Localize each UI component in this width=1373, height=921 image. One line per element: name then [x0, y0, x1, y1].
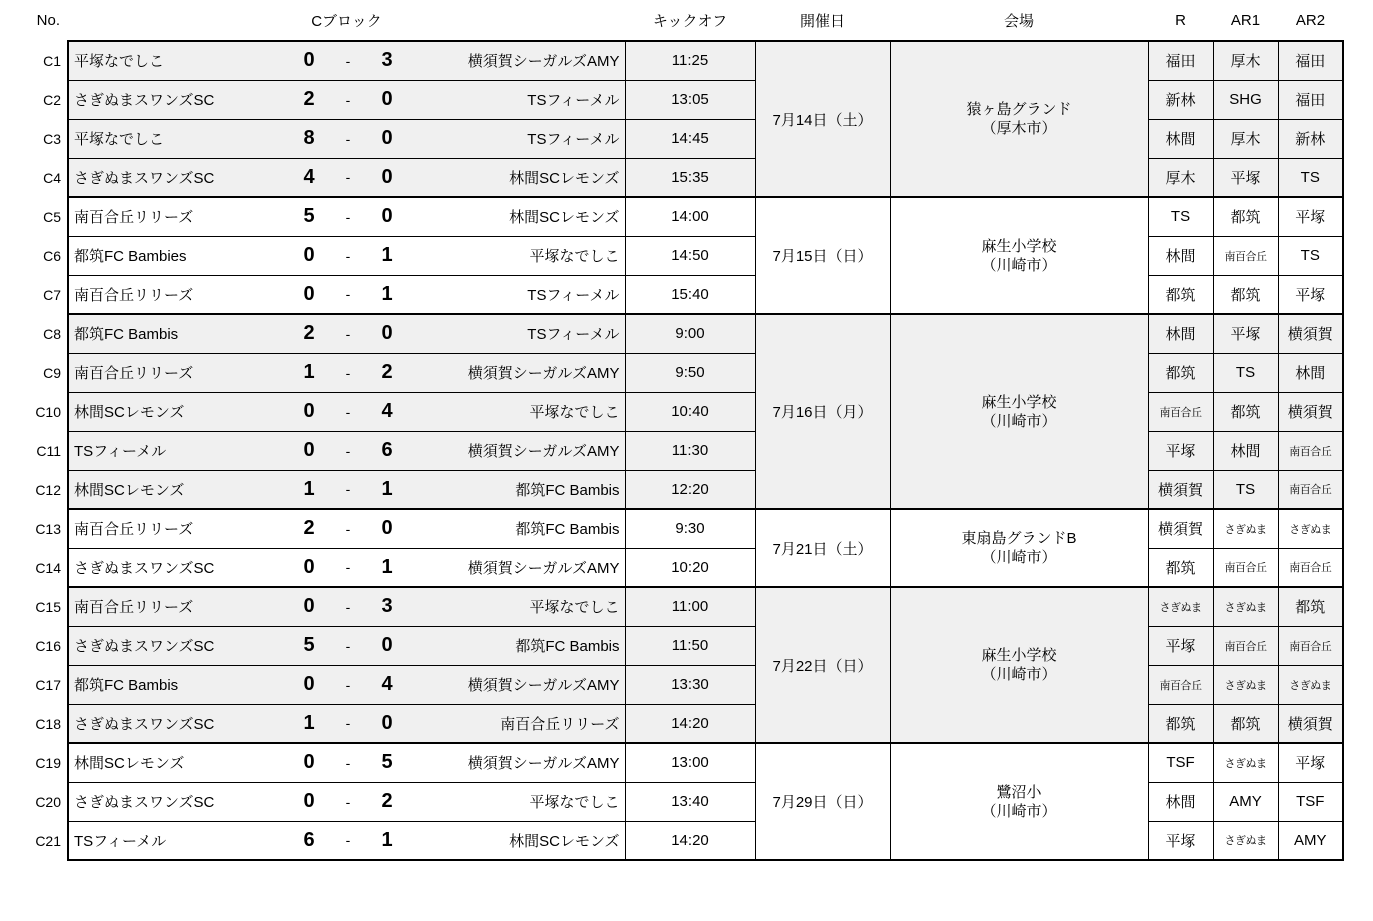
match-no: C1: [0, 41, 68, 80]
referee: TS: [1148, 197, 1213, 236]
referee: 林間: [1148, 236, 1213, 275]
home-team: 南百合丘リリーズ: [74, 521, 194, 539]
match-no: C8: [0, 314, 68, 353]
away-score: 1: [381, 282, 393, 305]
away-score: 6: [381, 439, 393, 461]
assistant-referee-1: 都筑: [1213, 704, 1278, 743]
match-row: [0, 587, 1343, 626]
assistant-referee-1: 厚木: [1213, 41, 1278, 80]
assistant-referee-1: さぎぬま: [1213, 821, 1278, 860]
match-result: [68, 821, 625, 860]
assistant-referee-2: 林間: [1278, 353, 1343, 392]
away-team: TSフィーメル: [527, 286, 620, 304]
away-team: 横須賀シーガルズAMY: [467, 365, 620, 382]
referee: 都筑: [1148, 353, 1213, 392]
home-team: 林間SCレモンズ: [74, 404, 185, 421]
match-line: [69, 822, 625, 860]
kickoff-time: 9:00: [625, 314, 755, 353]
match-date: 7月21日（土）: [755, 509, 890, 587]
away-score: 1: [381, 555, 393, 578]
score-separator: -: [345, 364, 351, 381]
match-line: [69, 237, 625, 275]
home-team: 都筑FC Bambies: [74, 248, 187, 265]
home-team: 都筑FC Bambis: [74, 677, 179, 694]
match-no: C9: [0, 353, 68, 392]
assistant-referee-1: TS: [1213, 353, 1278, 392]
away-team: 横須賀シーガルズAMY: [467, 559, 620, 577]
assistant-referee-2: さぎぬま: [1278, 509, 1343, 548]
assistant-referee-2: TSF: [1278, 782, 1343, 821]
kickoff-time: 9:30: [625, 509, 755, 548]
match-result: [68, 80, 625, 119]
away-team: 横須賀シーガルズAMY: [467, 755, 620, 773]
match-result: [68, 548, 625, 587]
assistant-referee-2: 南百合丘: [1278, 470, 1343, 509]
assistant-referee-2: 平塚: [1278, 197, 1343, 236]
match-line: [69, 549, 625, 587]
home-score: 0: [303, 595, 315, 618]
away-team: 平塚なでしこ: [529, 599, 620, 617]
away-score: 0: [381, 517, 393, 540]
match-row: [0, 743, 1343, 782]
match-no: C19: [0, 743, 68, 782]
venue-city: （川崎市）: [981, 666, 1057, 683]
home-score: 0: [303, 49, 315, 72]
away-score: 0: [381, 711, 393, 734]
match-line: [69, 42, 625, 80]
referee: さぎぬま: [1148, 587, 1213, 626]
assistant-referee-1: 平塚: [1213, 158, 1278, 197]
away-score: 2: [381, 361, 393, 383]
kickoff-time: 13:40: [625, 782, 755, 821]
match-result: [68, 197, 625, 236]
match-row: [0, 197, 1343, 236]
match-date: 7月14日（土）: [755, 41, 890, 197]
match-result: [68, 470, 625, 509]
home-score: 0: [303, 751, 315, 774]
kickoff-time: 10:40: [625, 392, 755, 431]
kickoff-time: 14:45: [625, 119, 755, 158]
away-score: 0: [381, 205, 393, 228]
home-team: 平塚なでしこ: [74, 131, 165, 148]
away-team: 平塚なでしこ: [529, 248, 620, 265]
match-result: [68, 704, 625, 743]
match-no: C3: [0, 119, 68, 158]
away-score: 1: [381, 828, 393, 851]
match-date: 7月15日（日）: [755, 197, 890, 314]
kickoff-time: 13:05: [625, 80, 755, 119]
score-separator: -: [345, 91, 351, 108]
match-row: [0, 314, 1343, 353]
match-line: [69, 354, 625, 392]
assistant-referee-1: 都筑: [1213, 275, 1278, 314]
match-result: [68, 41, 625, 80]
referee: 横須賀: [1148, 470, 1213, 509]
away-team: TSフィーメル: [527, 326, 620, 344]
col-header-referee: R: [1148, 0, 1213, 41]
home-team: さぎぬまスワンズSC: [74, 638, 215, 655]
kickoff-time: 11:25: [625, 41, 755, 80]
match-line: [69, 120, 625, 158]
venue: [890, 41, 1148, 197]
kickoff-time: 14:20: [625, 704, 755, 743]
kickoff-time: 15:40: [625, 275, 755, 314]
home-score: 0: [303, 790, 315, 812]
score-separator: -: [345, 325, 351, 342]
match-result: [68, 743, 625, 782]
referee: 福田: [1148, 41, 1213, 80]
score-separator: -: [345, 130, 351, 147]
venue: [890, 743, 1148, 860]
match-date: 7月29日（日）: [755, 743, 890, 860]
score-separator: -: [345, 403, 351, 420]
away-score: 3: [381, 595, 393, 618]
match-no: C21: [0, 821, 68, 860]
away-score: 0: [381, 634, 393, 656]
assistant-referee-2: 横須賀: [1278, 314, 1343, 353]
score-separator: -: [345, 637, 351, 654]
venue: [890, 314, 1148, 509]
home-score: 8: [303, 127, 315, 149]
score-separator: -: [345, 247, 351, 264]
match-line: [69, 198, 625, 236]
referee: 都筑: [1148, 548, 1213, 587]
assistant-referee-2: 都筑: [1278, 587, 1343, 626]
kickoff-time: 11:30: [625, 431, 755, 470]
away-score: 2: [381, 790, 393, 812]
home-score: 0: [303, 439, 315, 461]
match-result: [68, 158, 625, 197]
score-separator: -: [345, 715, 351, 732]
home-score: 6: [303, 828, 315, 851]
venue-city: （川崎市）: [981, 549, 1057, 566]
referee: 厚木: [1148, 158, 1213, 197]
match-no: C14: [0, 548, 68, 587]
away-score: 4: [381, 400, 393, 422]
match-no: C18: [0, 704, 68, 743]
away-score: 1: [381, 244, 393, 266]
match-result: [68, 782, 625, 821]
home-score: 5: [303, 634, 315, 656]
away-team: 都筑FC Bambis: [515, 481, 620, 499]
referee: 都筑: [1148, 275, 1213, 314]
home-score: 2: [303, 517, 315, 540]
home-team: TSフィーメル: [74, 443, 167, 460]
assistant-referee-2: AMY: [1278, 821, 1343, 860]
assistant-referee-2: 横須賀: [1278, 392, 1343, 431]
referee: 南百合丘: [1148, 392, 1213, 431]
match-no: C6: [0, 236, 68, 275]
kickoff-time: 15:35: [625, 158, 755, 197]
home-score: 2: [303, 88, 315, 110]
away-team: 都筑FC Bambis: [515, 521, 620, 539]
venue-city: （川崎市）: [981, 256, 1057, 274]
venue-name: 麻生小学校: [981, 237, 1057, 255]
match-no: C16: [0, 626, 68, 665]
assistant-referee-1: 林間: [1213, 431, 1278, 470]
match-result: [68, 509, 625, 548]
venue: [890, 197, 1148, 314]
assistant-referee-2: 福田: [1278, 41, 1343, 80]
kickoff-time: 11:50: [625, 626, 755, 665]
home-team: 林間SCレモンズ: [74, 755, 185, 773]
match-no: C12: [0, 470, 68, 509]
match-line: [69, 471, 625, 509]
home-score: 5: [303, 205, 315, 228]
score-separator: -: [345, 286, 351, 303]
assistant-referee-1: AMY: [1213, 782, 1278, 821]
home-team: さぎぬまスワンズSC: [74, 559, 215, 577]
home-team: 南百合丘リリーズ: [74, 599, 194, 617]
referee: 平塚: [1148, 431, 1213, 470]
match-line: [69, 783, 625, 821]
referee: 南百合丘: [1148, 665, 1213, 704]
match-no: C11: [0, 431, 68, 470]
match-date: 7月22日（日）: [755, 587, 890, 743]
match-result: [68, 626, 625, 665]
assistant-referee-1: 南百合丘: [1213, 626, 1278, 665]
venue-name: 麻生小学校: [981, 393, 1057, 411]
score-separator: -: [345, 793, 351, 810]
assistant-referee-1: 都筑: [1213, 197, 1278, 236]
match-no: C7: [0, 275, 68, 314]
home-team: さぎぬまスワンズSC: [74, 715, 215, 733]
away-team: 横須賀シーガルズAMY: [467, 677, 620, 694]
score-separator: -: [345, 442, 351, 459]
home-team: 平塚なでしこ: [74, 53, 165, 71]
referee: 新林: [1148, 80, 1213, 119]
match-line: [69, 666, 625, 704]
match-result: [68, 431, 625, 470]
away-team: 南百合丘リリーズ: [500, 715, 620, 733]
assistant-referee-2: 南百合丘: [1278, 626, 1343, 665]
match-line: [69, 159, 625, 197]
assistant-referee-2: さぎぬま: [1278, 665, 1343, 704]
venue-city: （厚木市）: [981, 120, 1057, 137]
assistant-referee-1: さぎぬま: [1213, 587, 1278, 626]
match-line: [69, 588, 625, 626]
home-team: TSフィーメル: [74, 832, 167, 850]
home-score: 0: [303, 400, 315, 422]
assistant-referee-2: 福田: [1278, 80, 1343, 119]
match-result: [68, 236, 625, 275]
col-header-venue: 会場: [890, 0, 1148, 41]
away-score: 1: [381, 477, 393, 500]
match-result: [68, 665, 625, 704]
venue: [890, 587, 1148, 743]
score-separator: -: [345, 481, 351, 498]
score-separator: -: [345, 559, 351, 576]
match-line: [69, 744, 625, 782]
kickoff-time: 14:50: [625, 236, 755, 275]
match-line: [69, 432, 625, 470]
home-team: 都筑FC Bambis: [74, 326, 179, 344]
away-team: TSフィーメル: [527, 131, 620, 148]
venue-city: （川崎市）: [981, 802, 1057, 820]
away-score: 0: [381, 127, 393, 149]
score-separator: -: [345, 208, 351, 225]
home-score: 1: [303, 711, 315, 734]
home-team: 林間SCレモンズ: [74, 481, 185, 499]
match-result: [68, 353, 625, 392]
col-header-date: 開催日: [755, 0, 890, 41]
kickoff-time: 9:50: [625, 353, 755, 392]
match-row: [0, 509, 1343, 548]
away-team: TSフィーメル: [527, 92, 620, 109]
away-team: 横須賀シーガルズAMY: [467, 443, 620, 460]
match-date: 7月16日（月）: [755, 314, 890, 509]
assistant-referee-2: 新林: [1278, 119, 1343, 158]
match-line: [69, 81, 625, 119]
assistant-referee-2: TS: [1278, 236, 1343, 275]
col-header-ar1: AR1: [1213, 0, 1278, 41]
score-separator: -: [345, 676, 351, 693]
match-no: C4: [0, 158, 68, 197]
home-team: 南百合丘リリーズ: [74, 286, 194, 304]
col-header-kickoff: キックオフ: [625, 0, 755, 41]
match-line: [69, 627, 625, 665]
assistant-referee-1: TS: [1213, 470, 1278, 509]
kickoff-time: 14:00: [625, 197, 755, 236]
referee: 林間: [1148, 782, 1213, 821]
home-team: さぎぬまスワンズSC: [74, 794, 215, 811]
venue-name: 鷺沼小: [996, 783, 1042, 801]
kickoff-time: 10:20: [625, 548, 755, 587]
match-no: C5: [0, 197, 68, 236]
away-score: 5: [381, 751, 393, 774]
away-score: 3: [381, 49, 393, 72]
assistant-referee-1: SHG: [1213, 80, 1278, 119]
match-no: C17: [0, 665, 68, 704]
score-separator: -: [345, 520, 351, 537]
assistant-referee-2: 南百合丘: [1278, 548, 1343, 587]
assistant-referee-2: 平塚: [1278, 275, 1343, 314]
venue-name: 猿ヶ島グランド: [966, 101, 1072, 118]
assistant-referee-2: 横須賀: [1278, 704, 1343, 743]
col-header-ar2: AR2: [1278, 0, 1343, 41]
home-score: 0: [303, 673, 315, 695]
score-separator: -: [345, 169, 351, 186]
match-line: [69, 315, 625, 353]
kickoff-time: 13:00: [625, 743, 755, 782]
home-team: 南百合丘リリーズ: [74, 365, 194, 382]
away-team: 都筑FC Bambis: [515, 638, 620, 655]
away-team: 横須賀シーガルズAMY: [467, 53, 620, 71]
assistant-referee-1: さぎぬま: [1213, 743, 1278, 782]
assistant-referee-1: 南百合丘: [1213, 548, 1278, 587]
referee: 林間: [1148, 119, 1213, 158]
header-row: [0, 0, 1343, 41]
assistant-referee-1: 都筑: [1213, 392, 1278, 431]
kickoff-time: 12:20: [625, 470, 755, 509]
col-header-block: Cブロック: [68, 0, 625, 41]
kickoff-time: 13:30: [625, 665, 755, 704]
away-score: 0: [381, 165, 393, 188]
referee: 平塚: [1148, 821, 1213, 860]
home-score: 1: [303, 361, 315, 383]
home-score: 0: [303, 244, 315, 266]
schedule-table-body: [0, 41, 1343, 860]
venue-name: 東扇島グランドB: [961, 530, 1077, 547]
match-row: [0, 41, 1343, 80]
referee: 平塚: [1148, 626, 1213, 665]
venue: [890, 509, 1148, 587]
match-result: [68, 314, 625, 353]
col-header-no: No.: [0, 0, 68, 41]
assistant-referee-2: TS: [1278, 158, 1343, 197]
assistant-referee-1: 厚木: [1213, 119, 1278, 158]
away-score: 4: [381, 673, 393, 695]
home-score: 0: [303, 282, 315, 305]
kickoff-time: 11:00: [625, 587, 755, 626]
home-team: さぎぬまスワンズSC: [74, 169, 215, 187]
assistant-referee-1: さぎぬま: [1213, 509, 1278, 548]
match-no: C10: [0, 392, 68, 431]
home-score: 0: [303, 555, 315, 578]
home-score: 2: [303, 322, 315, 345]
match-no: C15: [0, 587, 68, 626]
home-team: 南百合丘リリーズ: [74, 209, 194, 227]
match-no: C2: [0, 80, 68, 119]
match-line: [69, 276, 625, 314]
home-team: さぎぬまスワンズSC: [74, 92, 215, 109]
score-separator: -: [345, 598, 351, 615]
away-team: 林間SCレモンズ: [509, 169, 620, 187]
venue-name: 麻生小学校: [981, 647, 1057, 664]
match-line: [69, 510, 625, 548]
away-team: 平塚なでしこ: [529, 404, 620, 421]
away-team: 林間SCレモンズ: [509, 832, 620, 850]
score-separator: -: [345, 754, 351, 771]
match-no: C20: [0, 782, 68, 821]
table-header: [0, 0, 1343, 41]
referee: 林間: [1148, 314, 1213, 353]
referee: 横須賀: [1148, 509, 1213, 548]
score-separator: -: [345, 832, 351, 849]
venue-city: （川崎市）: [981, 412, 1057, 430]
away-score: 0: [381, 88, 393, 110]
match-no: C13: [0, 509, 68, 548]
assistant-referee-1: 平塚: [1213, 314, 1278, 353]
assistant-referee-2: 平塚: [1278, 743, 1343, 782]
home-score: 1: [303, 477, 315, 500]
home-score: 4: [303, 165, 315, 188]
match-result: [68, 275, 625, 314]
assistant-referee-1: 南百合丘: [1213, 236, 1278, 275]
score-separator: -: [345, 52, 351, 69]
assistant-referee-2: 南百合丘: [1278, 431, 1343, 470]
kickoff-time: 14:20: [625, 821, 755, 860]
match-result: [68, 392, 625, 431]
match-result: [68, 587, 625, 626]
away-team: 平塚なでしこ: [529, 794, 620, 811]
away-team: 林間SCレモンズ: [509, 209, 620, 227]
match-line: [69, 705, 625, 743]
match-result: [68, 119, 625, 158]
assistant-referee-1: さぎぬま: [1213, 665, 1278, 704]
referee: TSF: [1148, 743, 1213, 782]
away-score: 0: [381, 322, 393, 345]
referee: 都筑: [1148, 704, 1213, 743]
match-line: [69, 393, 625, 431]
